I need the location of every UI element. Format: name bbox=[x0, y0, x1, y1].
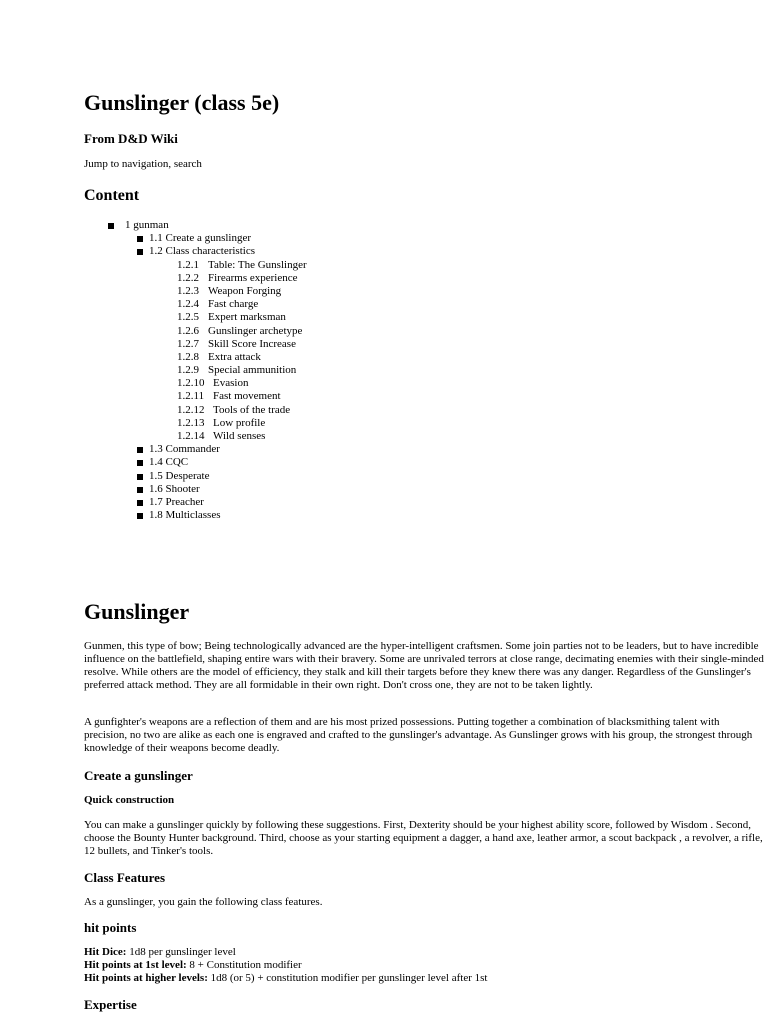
toc-item-label[interactable]: 1.5 Desperate bbox=[149, 469, 210, 482]
intro-paragraph-2: A gunfighter's weapons are a reflection of them and are his most prized possessions. Putting together a combination of blacksmithing talent with precision, no two are alike as each one is engraved and crafted to the gunslinger's advantage. As Gunslinger grows with his group, the strongest through knowledge of their weapons become deadly. bbox=[84, 716, 753, 754]
toc-item[interactable] bbox=[0, 483, 768, 496]
square-bullet-icon bbox=[137, 447, 143, 453]
toc-item-label[interactable]: 1.8 Multiclasses bbox=[149, 509, 221, 522]
hit-dice-value: 1d8 per gunslinger level bbox=[129, 946, 236, 958]
toc-item[interactable] bbox=[0, 509, 768, 522]
page-title: Gunslinger (class 5e) bbox=[84, 90, 280, 115]
toc-item-label[interactable]: 1.4 CQC bbox=[149, 456, 189, 469]
toc-item[interactable] bbox=[0, 219, 768, 232]
toc-item-number: 1.2.8 bbox=[177, 350, 199, 363]
square-bullet-icon bbox=[137, 249, 143, 255]
square-bullet-icon bbox=[137, 513, 143, 519]
hp-first-level-line bbox=[84, 959, 302, 972]
square-bullet-icon bbox=[108, 223, 114, 229]
toc-item-number: 1.2.10 bbox=[177, 377, 205, 390]
toc-item-number: 1.2.6 bbox=[177, 324, 199, 337]
toc-item-label[interactable]: Low profile bbox=[213, 416, 266, 429]
jump-links[interactable]: Jump to navigation, search bbox=[84, 158, 202, 170]
create-gunslinger-heading: Create a gunslinger bbox=[84, 768, 193, 783]
square-bullet-icon bbox=[137, 460, 143, 466]
square-bullet-icon bbox=[137, 487, 143, 493]
toc-item-label[interactable]: Fast charge bbox=[208, 298, 259, 311]
toc-item[interactable] bbox=[0, 404, 768, 417]
toc-item[interactable] bbox=[0, 298, 768, 311]
hp-higher-levels-line bbox=[84, 972, 487, 985]
toc-item-label[interactable]: Firearms experience bbox=[208, 271, 298, 284]
toc-item-label[interactable]: Gunslinger archetype bbox=[208, 324, 303, 337]
toc-item[interactable] bbox=[0, 311, 768, 324]
toc-item[interactable] bbox=[0, 470, 768, 483]
square-bullet-icon bbox=[137, 236, 143, 242]
toc-item[interactable] bbox=[0, 390, 768, 403]
toc-item-label[interactable]: Wild senses bbox=[213, 430, 266, 442]
toc-item-label[interactable]: 1.3 Commander bbox=[149, 443, 220, 456]
toc-item-number: 1.2.4 bbox=[177, 298, 199, 311]
toc-item-number: 1.2.13 bbox=[177, 416, 205, 429]
toc-item[interactable] bbox=[0, 338, 768, 351]
toc-item-number: 1.2.2 bbox=[177, 271, 199, 284]
toc-item[interactable] bbox=[0, 430, 768, 443]
square-bullet-icon bbox=[137, 500, 143, 506]
toc-item-number: 1.2.3 bbox=[177, 284, 199, 297]
toc-item-label[interactable]: 1.1 Create a gunslinger bbox=[149, 232, 252, 245]
toc-item-label[interactable]: Fast movement bbox=[213, 390, 281, 403]
toc-item-label[interactable]: Expert marksman bbox=[208, 311, 286, 324]
intro-paragraph-1: Gunmen, this type of bow; Being technologically advanced are the hyper-intelligent craftsmen. Some join parties not to be leaders, but to have incredible influence on the battlefield, shaping entire wars with their bravery. Some are unrivaled terrors at close range, decimating enemies with their single-minded resolve. While others are the model of efficiency, they stalk and kill their targets before they knew there was any danger. Regardless of the Gunslinger's preferred attack method. They are all formidable in their own right. Don't cross one, they are not to be taken lightly. bbox=[84, 640, 764, 691]
toc-item-label[interactable]: 1.2 Class characteristics bbox=[149, 245, 255, 258]
class-features-heading: Class Features bbox=[84, 870, 166, 885]
hp-higher-levels-value: 1d8 (or 5) + constitution modifier per gunslinger level after 1st bbox=[210, 972, 488, 984]
toc-item-label[interactable]: Table: The Gunslinger bbox=[208, 258, 307, 271]
toc-item-label[interactable]: Evasion bbox=[213, 377, 249, 390]
class-features-text: As a gunslinger, you gain the following class features. bbox=[84, 896, 323, 908]
toc-title: Content bbox=[84, 187, 140, 204]
square-bullet-icon bbox=[137, 474, 143, 480]
page-subtitle: From D&D Wiki bbox=[84, 131, 178, 146]
toc-item[interactable] bbox=[0, 456, 768, 469]
toc-item-label[interactable]: Tools of the trade bbox=[213, 403, 291, 416]
toc-item[interactable] bbox=[0, 245, 768, 258]
toc-item-label[interactable]: Extra attack bbox=[208, 350, 261, 363]
hit-dice-label: Hit Dice: bbox=[84, 946, 127, 958]
toc-item[interactable] bbox=[0, 285, 768, 298]
toc-item-number: 1.2.14 bbox=[177, 430, 205, 442]
hp-higher-levels-label: Hit points at higher levels: bbox=[84, 972, 208, 984]
toc-item[interactable] bbox=[0, 232, 768, 245]
toc-item[interactable] bbox=[0, 259, 768, 272]
quick-construction-heading: Quick construction bbox=[84, 794, 175, 806]
toc-item[interactable] bbox=[0, 325, 768, 338]
hit-points-heading: hit points bbox=[84, 920, 137, 935]
hp-first-level-value: 8 + Constitution modifier bbox=[189, 959, 302, 971]
toc-item-label[interactable]: Skill Score Increase bbox=[208, 337, 296, 350]
toc-item-label[interactable]: Weapon Forging bbox=[208, 284, 282, 297]
toc-item-number: 1.2.12 bbox=[177, 403, 205, 416]
table-of-contents bbox=[0, 219, 768, 522]
toc-item-number: 1.2.1 bbox=[177, 258, 199, 271]
toc-item[interactable] bbox=[0, 272, 768, 285]
toc-item-label[interactable]: 1.6 Shooter bbox=[149, 482, 200, 495]
toc-item-number: 1.2.5 bbox=[177, 311, 199, 324]
hit-dice-line bbox=[84, 946, 236, 959]
toc-item[interactable] bbox=[0, 377, 768, 390]
toc-item[interactable] bbox=[0, 417, 768, 430]
quick-construction-text: You can make a gunslinger quickly by following these suggestions. First, Dexterity should be your highest ability score, followed by Wisdom . Second, choose the Bounty Hunter background. Third, choose as your starting equipment a dagger, a hand axe, leather armor, a scout backpack , a revolver, a rifle, 12 bullets, and Tinker's tools. bbox=[84, 819, 763, 857]
toc-item[interactable] bbox=[0, 496, 768, 509]
toc-item-number: 1.2.9 bbox=[177, 364, 199, 377]
toc-item-label[interactable]: 1 gunman bbox=[125, 219, 169, 231]
toc-item[interactable] bbox=[0, 364, 768, 377]
section-title: Gunslinger bbox=[84, 599, 190, 624]
hp-first-level-label: Hit points at 1st level: bbox=[84, 959, 187, 971]
toc-item[interactable] bbox=[0, 443, 768, 456]
toc-item-label[interactable]: Special ammunition bbox=[208, 364, 297, 377]
toc-item[interactable] bbox=[0, 351, 768, 364]
toc-item-number: 1.2.11 bbox=[177, 390, 205, 403]
toc-item-label[interactable]: 1.7 Preacher bbox=[149, 495, 204, 508]
expertise-heading: Expertise bbox=[84, 997, 137, 1012]
toc-item-number: 1.2.7 bbox=[177, 337, 199, 350]
